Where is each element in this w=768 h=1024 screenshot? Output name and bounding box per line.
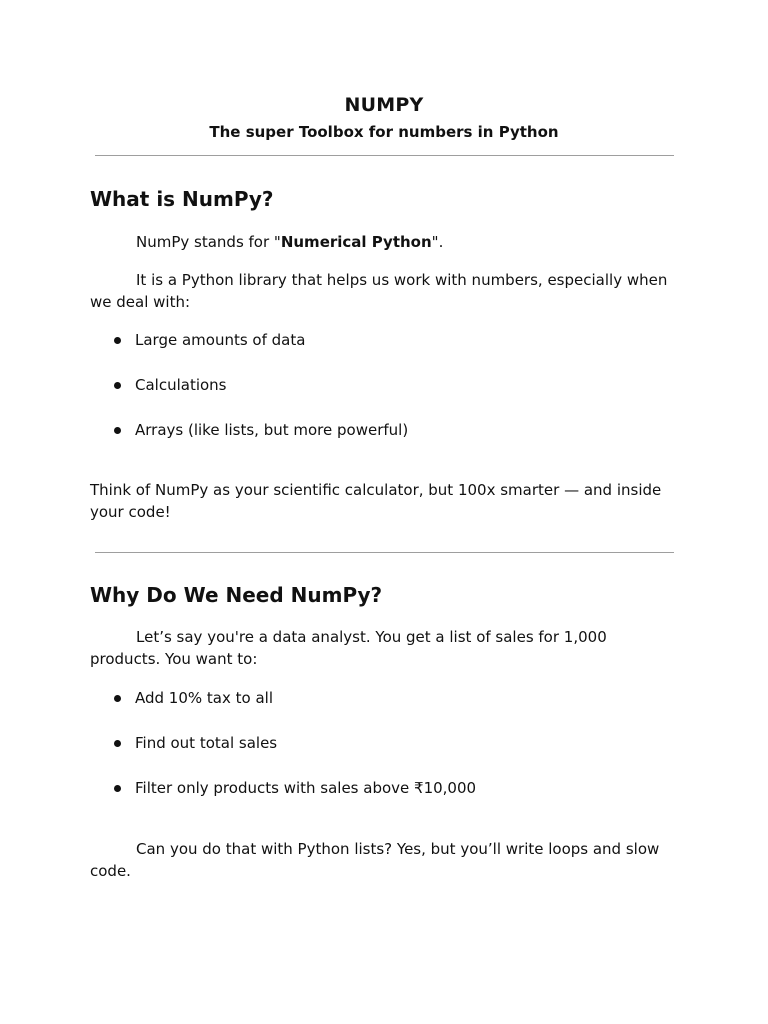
bullet-list-numpy-uses [90,329,408,464]
bullet-icon [114,740,121,747]
list-item-text: Calculations [135,376,227,394]
list-item [90,777,476,822]
section-heading-why-need-numpy: Why Do We Need NumPy? [90,583,383,607]
text-segment: NumPy stands for " [136,233,281,251]
list-item [90,419,408,464]
bullet-icon [114,785,121,792]
bullet-icon [114,382,121,389]
list-item-text: Find out total sales [135,734,278,752]
section-heading-what-is-numpy: What is NumPy? [90,187,274,211]
bullet-icon [114,695,121,702]
list-item [90,329,408,374]
list-item-text: Filter only products with sales above ₹10,000 [135,779,477,797]
paragraph-python-library: It is a Python library that helps us work with numbers, especially when we deal with: [90,271,668,311]
list-item-text: Large amounts of data [135,331,306,349]
paragraph-data-analyst: Let’s say you're a data analyst. You get a list of sales for 1,000 products. You want to: [90,628,607,668]
bullet-icon [114,427,121,434]
bullet-list-analyst-tasks [90,687,476,822]
list-item [90,687,476,732]
paragraph-scientific-calculator: Think of NumPy as your scientific calculator, but 100x smarter — and inside your code! [90,481,662,521]
list-item [90,732,476,777]
paragraph-numpy-stands-for [90,231,680,253]
list-item-text: Arrays (like lists, but more powerful) [135,421,409,439]
horizontal-divider [95,552,674,553]
list-item-text: Add 10% tax to all [135,689,273,707]
bold-term: Numerical Python [280,233,432,251]
document-title: NUMPY [344,94,424,116]
list-item [90,374,408,419]
horizontal-divider [95,155,674,156]
bullet-icon [114,337,121,344]
text-segment: ". [431,233,444,251]
document-subtitle: The super Toolbox for numbers in Python [209,123,559,141]
paragraph-python-lists: Can you do that with Python lists? Yes, but you’ll write loops and slow code. [90,840,660,880]
